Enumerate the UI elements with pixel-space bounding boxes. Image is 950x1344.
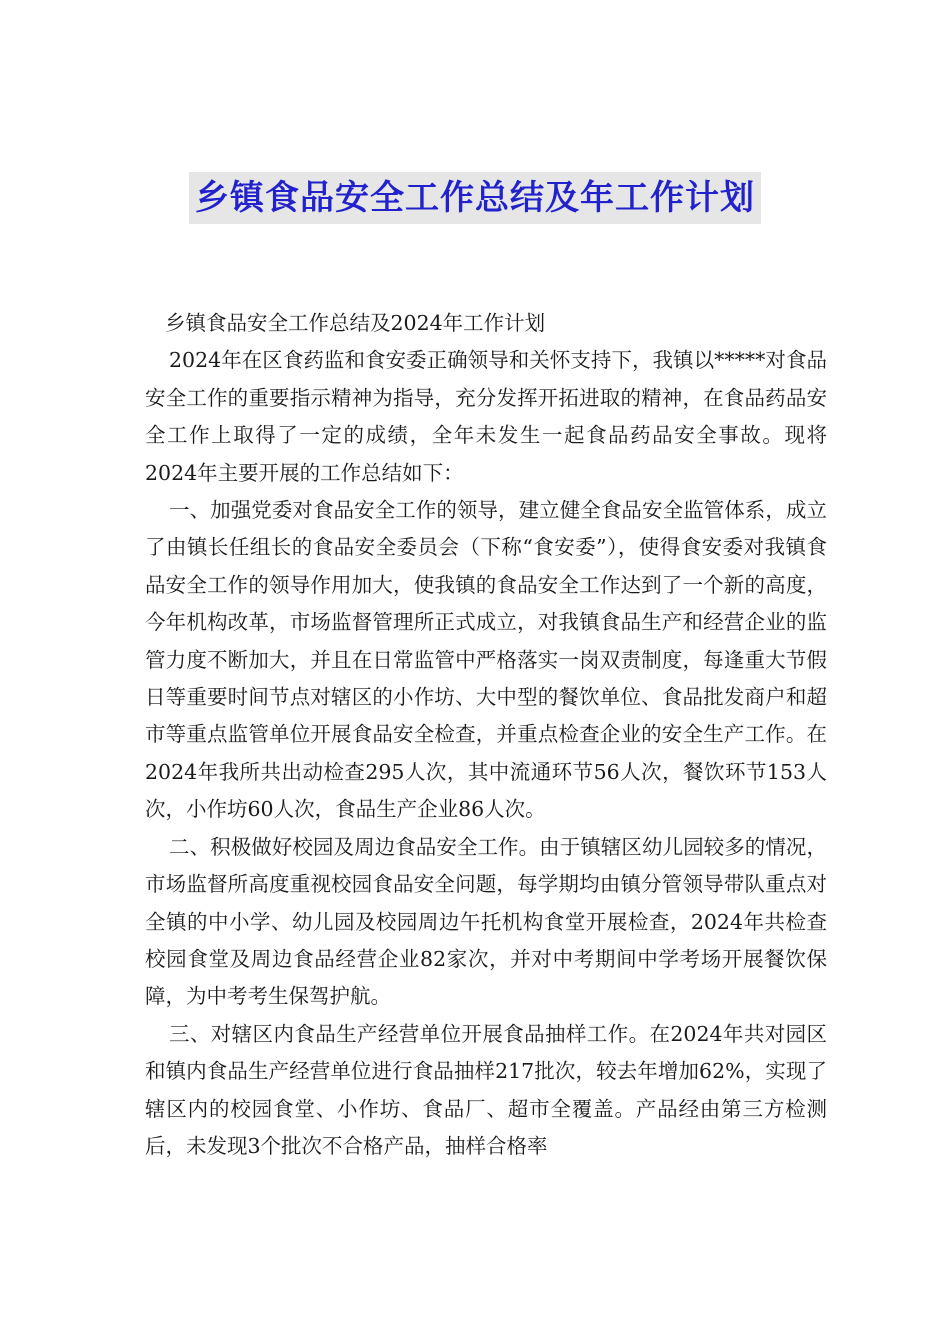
title-block	[0, 172, 950, 224]
document-title: 乡镇食品安全工作总结及年工作计划	[189, 172, 761, 224]
paragraph-intro: 2024年在区食药监和食安委正确领导和关怀支持下，我镇以*****对食品安全工作的重要指示精神为指导，充分发挥开拓进取的精神，在食品药品安全工作上取得了一定的成绩，全年未发生一起食品药品安全事故。现将2024年主要开展的工作总结如下：	[145, 348, 827, 485]
document-body	[145, 305, 827, 1165]
paragraph-section-3: 三、对辖区内食品生产经营单位开展食品抽样工作。在2024年共对园区和镇内食品生产经营单位进行食品抽样217批次，较去年增加62%，实现了辖区内的校园食堂、小作坊、食品厂、超市全覆盖。产品经由第三方检测后，未发现3个批次不合格产品，抽样合格率	[145, 1021, 827, 1158]
document-subtitle: 乡镇食品安全工作总结及2024年工作计划	[165, 311, 546, 335]
paragraph-section-1: 一、加强党委对食品安全工作的领导，建立健全食品安全监管体系，成立了由镇长任组长的食品安全委员会（下称“食安委”），使得食安委对我镇食品安全工作的领导作用加大，使我镇的食品安全工作达到了一个新的高度，今年机构改革，市场监督管理所正式成立，对我镇食品生产和经营企业的监管力度不断加大，并且在日常监管中严格落实一岗双责制度，每逢重大节假日等重要时间节点对辖区的小作坊、大中型的餐饮单位、食品批发商户和超市等重点监管单位开展食品安全检查，并重点检查企业的安全生产工作。在2024年我所共出动检查295人次，其中流通环节56人次，餐饮环节153人次，小作坊60人次，食品生产企业86人次。	[145, 498, 827, 822]
paragraph-section-2: 二、积极做好校园及周边食品安全工作。由于镇辖区幼儿园较多的情况，市场监督所高度重视校园食品安全问题，每学期均由镇分管领导带队重点对全镇的中小学、幼儿园及校园周边午托机构食堂开展检查，2024年共检查校园食堂及周边食品经营企业82家次，并对中考期间中学考场开展餐饮保障，为中考考生保驾护航。	[145, 834, 827, 1009]
